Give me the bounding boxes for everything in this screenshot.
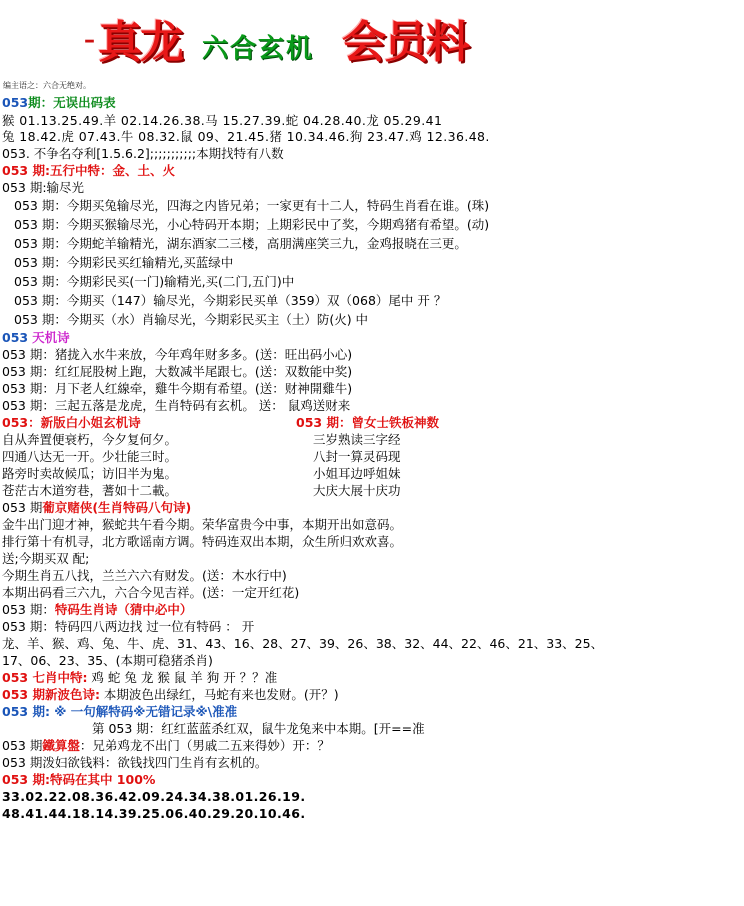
banner-dash: – — [84, 28, 95, 53]
tianji-line-4: 053 期：三起五落是龙虎，生肖特码有玄机。 送： 鼠鸡送财来 — [2, 398, 351, 413]
tianji-line-1: 053 期：猪拢入水牛来放，今年鸡年财多多。(送：旺出码小心) — [2, 347, 353, 362]
final-heading: 053 期:特码在其中 100% — [2, 772, 156, 787]
right-poem-4: 大庆大展十庆功 — [313, 483, 401, 498]
seven-zodiac-line: 053 七肖中特: 鸡 蛇 兔 龙 猴 鼠 羊 狗 开 ？？准 — [2, 670, 278, 685]
shrew-line: 053 期泼妇欲钱料：欲钱找四门生肖有玄机的。 — [2, 755, 268, 770]
bai-xiaojie-heading: 053：新版白小姐玄机诗 — [2, 415, 141, 430]
line-five-elements: 053 期:五行中特：金、土、火 — [2, 163, 175, 178]
zodiac-numbers-1: 猴 01.13.25.49.羊 02.14.26.38.马 15.27.39.蛇 04.28.40.龙 05.29.41 — [2, 113, 443, 128]
poem-line-2: 053 期：今期买猴输尽光，小心特码开本期；上期彩民中了奖，今期鸡猪有希望。(动) — [14, 217, 490, 232]
left-poem-1: 自从奔置便衰朽，今夕复何夕。 — [2, 432, 178, 447]
right-poem-1: 三岁熟读三字经 — [313, 432, 401, 447]
poem-line-7: 053 期：今期买（水）肖输尽光，今期彩民买主（土）防(火) 中 — [14, 312, 369, 327]
banner-part1: 真龙 — [98, 17, 182, 68]
left-poem-4: 苍茫古木道穷巷，蓍如十二載。 — [2, 483, 178, 498]
pujing-line-2: 排行第十有机寻，北方歌谣南方调。特码连双出本期，众生所归欢欢喜。 — [2, 534, 403, 549]
line-no-fight: 053. 不争名夺利[1.5.6.2];;;;;;;;;;;本期找特有八数 — [2, 146, 284, 161]
shengxiao-line-1: 053 期：特码四八两边找 过一位有特码 ： 开 — [2, 619, 255, 634]
banner-part2: 六合玄机 — [202, 34, 315, 64]
tianji-line-2: 053 期：红红屁股树上跑，大数减半尾跟七。(送：双数能中奖) — [2, 364, 353, 379]
editor-note: 编主语之：六合无绝对。 — [3, 81, 91, 90]
pujing-line-1: 金牛出门迎才神，猴蛇共午看今期。荣华富贵今中事，本期开出如意码。 — [2, 517, 403, 532]
final-numbers-2: 48.41.44.18.14.39.25.06.40.29.20.10.46. — [2, 806, 306, 821]
pujing-heading: 053 期葡京赌侠(生肖特码八句诗) — [2, 500, 192, 515]
pujing-line-5: 本期出码看三六九，六合今见吉祥。(送：一定开红花) — [2, 585, 300, 600]
poem-line-4: 053 期：今期彩民买红输精光,买蓝绿中 — [14, 255, 234, 270]
right-poem-2: 八封一算灵码现 — [313, 449, 401, 464]
zodiac-numbers-2: 兔 18.42.虎 07.43.牛 08.32.鼠 09、21.45.猪 10.34.46.狗 23.47.鸡 12.36.48. — [2, 129, 490, 144]
poem-line-1: 053 期：今期买兔输尽光，四海之内皆兄弟；一家更有十二人，特码生肖看在谁。(珠) — [14, 198, 490, 213]
zeng-nvshi-heading: 053 期：曾女士铁板神数 — [296, 415, 439, 430]
wave-color-line: 053 期新波色诗: 本期波色出绿红，马蛇有来也发财。(开？) — [2, 687, 339, 702]
left-poem-2: 四通八达无一开。少壮能三时。 — [2, 449, 178, 464]
pujing-line-4: 今期生肖五八找，兰兰六六有财发。(送：木水行中) — [2, 568, 287, 583]
shengxiao-line-2: 龙、羊、猴、鸡、兔、牛、虎、31、43、16、28、27、39、26、38、32、44、22、46、21、33、25、 — [2, 636, 604, 651]
pujing-line-3: 送;今期买双 配; — [2, 551, 90, 566]
banner-part3: 会员料 — [342, 17, 468, 68]
poem-line-5: 053 期：今期彩民买(一门)输精光,买(二门,五门)中 — [14, 274, 295, 289]
poem-line-3: 053 期：今期蛇羊输精光，湖东酒家二三楼，高朋满座笑三九，金鸡报晓在三更。 — [14, 236, 467, 251]
right-poem-3: 小姐耳边呼姐妹 — [313, 466, 401, 481]
abacus-line: 053 期鐵算盤：兄弟鸡龙不出门（男戚二五来得妙）开：？ — [2, 738, 330, 753]
tianji-heading: 053 天机诗 — [2, 330, 70, 345]
final-numbers-1: 33.02.22.08.36.42.09.24.34.38.01.26.19. — [2, 789, 306, 804]
line-lose-all: 053 期:输尽光 — [2, 180, 85, 195]
tianji-line-3: 053 期：月下老人红線牵，雞牛今期有希望。(送：财神開雞牛) — [2, 381, 353, 396]
left-poem-3: 路旁时卖故候瓜；访旧半为鬼。 — [2, 466, 178, 481]
line-no-error-table: 053期：无误出码表 — [2, 95, 116, 110]
poem-line-6: 053 期：今期买（147）输尽光，今期彩民买单（359）双（068）尾中 开 ？ — [14, 293, 447, 308]
banner-title — [84, 6, 504, 68]
one-sentence-heading: 053 期: ※ 一句解特码※无错记录※\准准 — [2, 704, 238, 719]
one-sentence-line: 第 053 期：红红蓝蓝杀红双，鼠牛龙兔来中本期。[开==准 — [92, 721, 425, 736]
shengxiao-line-3: 17、06、23、35、(本期可稳猪杀肖) — [2, 653, 213, 668]
shengxiao-heading: 053 期：特码生肖诗（猜中必中） — [2, 602, 193, 617]
